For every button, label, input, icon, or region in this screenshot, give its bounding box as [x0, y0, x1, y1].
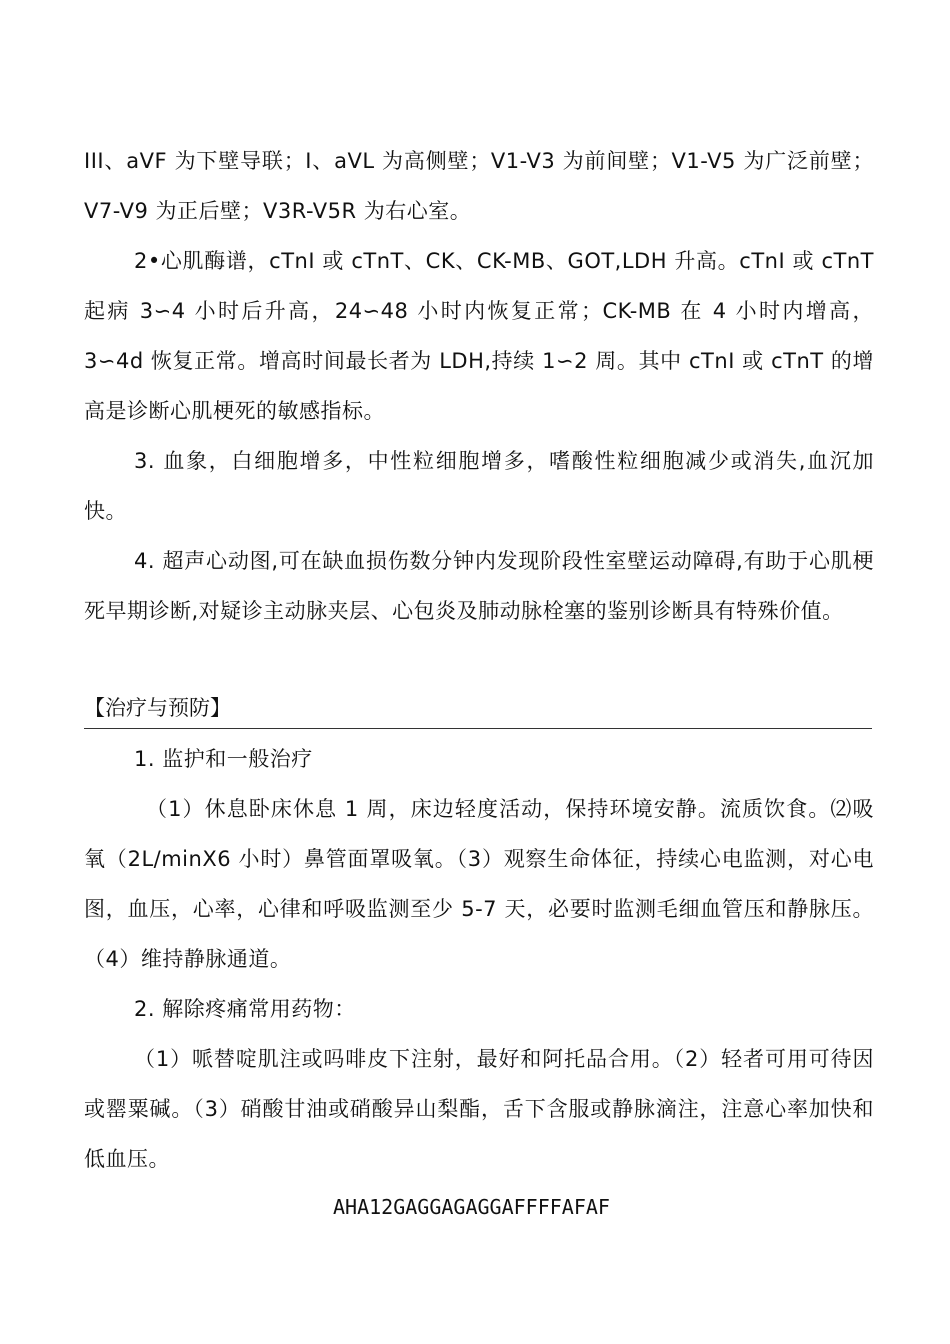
section-divider — [84, 728, 872, 729]
paragraph-echocardiography: 4. 超声心动图,可在缺血损伤数分钟内发现阶段性室壁运动障碍,有助于心肌梗死早期诊断,对疑诊主动脉夹层、心包炎及肺动脉栓塞的鉴别诊断具有特殊价值。 — [84, 549, 874, 623]
paragraph-cardiac-enzymes: 2•心肌酶谱，cTnI 或 cTnT、CK、CK-MB、GOT,LDH 升高。cTnI 或 cTnT 起病 3∽4 小时后升高，24∽48 小时内恢复正常；CK-MB 在 4 小时内增高，3∽4d 恢复正常。增高时间最长者为 LDH,持续 1∽2 周。其中 cTnI 或 cTnT 的增高是诊断心肌梗死的敏感指标。 — [84, 249, 874, 423]
treatment-item-1-body: （1）休息卧床休息 1 周，床边轻度活动，保持环境安静。流质饮食。⑵吸氧（2L/minX6 小时）鼻管面罩吸氧。（3）观察生命体征，持续心电监测，对心电图，血压，心率，心律和呼吸监测至少 5-7 天，必要时监测毛细血管压和静脉压。（4）维持静脉通道。 — [84, 797, 874, 971]
treatment-item-2-title: 2. 解除疼痛常用药物： — [134, 997, 356, 1021]
paragraph-blood-picture: 3. 血象，白细胞增多，中性粒细胞增多，嗜酸性粒细胞减少或消失,血沉加快。 — [84, 449, 874, 523]
section-heading-treatment: 【治疗与预防】 — [84, 696, 231, 720]
footer-code: AHA12GAGGAGAGGAFFFFAFAF — [333, 1195, 610, 1219]
paragraph-ecg-leads: III、aVF 为下壁导联；I、aVL 为高侧壁；V1-V3 为前间壁；V1-V5 为广泛前壁；V7-V9 为正后壁；V3R-V5R 为右心室。 — [84, 149, 874, 223]
treatment-item-2-body: （1）哌替啶肌注或吗啡皮下注射，最好和阿托品合用。（2）轻者可用可待因或罂粟碱。（3）硝酸甘油或硝酸异山梨酯，舌下含服或静脉滴注，注意心率加快和低血压。 — [84, 1047, 874, 1171]
treatment-item-1-title: 1. 监护和一般治疗 — [134, 747, 313, 771]
